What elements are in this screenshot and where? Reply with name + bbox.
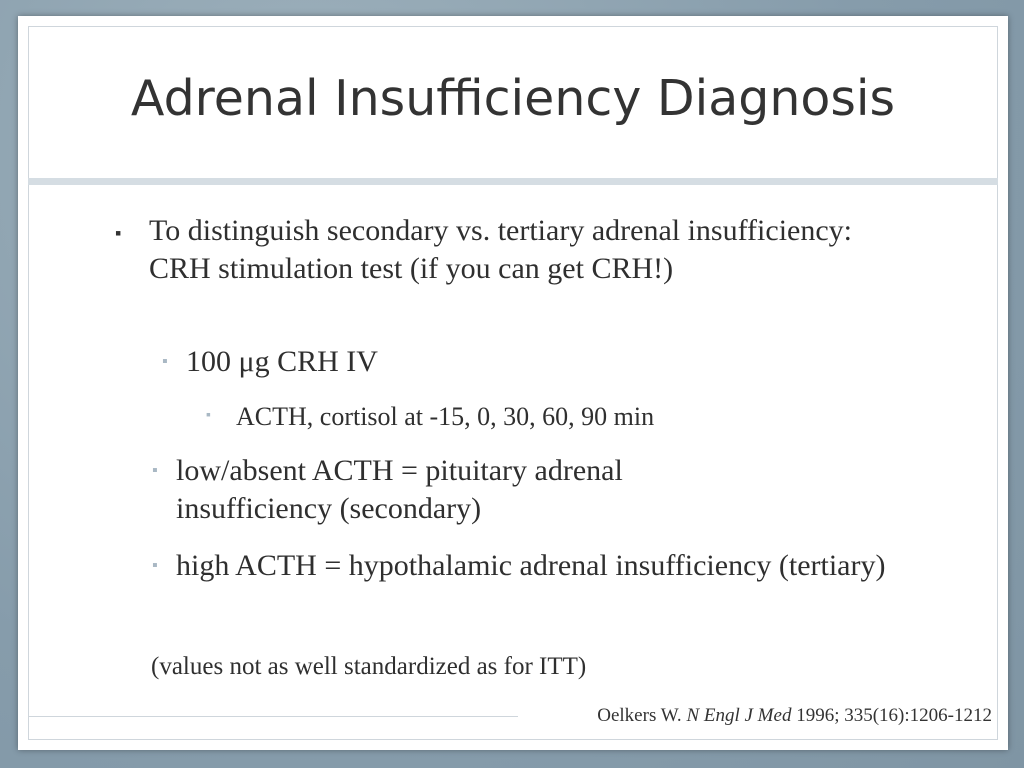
footer-divider (28, 716, 518, 717)
slide (18, 16, 1008, 750)
citation-journal: N Engl J Med (686, 705, 792, 726)
sub-sub-bullet-sampling (206, 400, 655, 434)
sub-bullet-crh-dose-text: 100 μg CRH IV (186, 345, 378, 378)
sub-sub-bullet-sampling-text: ACTH, cortisol at -15, 0, 30, 60, 90 min (236, 402, 655, 431)
note-text: (values not as well standardized as for ITT) (151, 653, 587, 680)
sub-bullet-low-acth-text: low/absent ACTH = pituitary adrenal insufficiency (secondary) (176, 454, 623, 525)
square-bullet-icon: ▪ (152, 557, 158, 574)
slide-title: Adrenal Insufficiency Diagnosis (130, 70, 896, 127)
bullet-main-text: To distinguish secondary vs. tertiary adrenal insufficiency: CRH stimulation test (if you can get CRH!) (149, 214, 852, 285)
citation-author: Oelkers W. (597, 705, 687, 726)
sub-bullet-high-acth-text: high ACTH = hypothalamic adrenal insufficiency (tertiary) (176, 549, 886, 582)
citation (597, 705, 992, 727)
sub-bullet-high-acth (152, 547, 936, 585)
square-bullet-icon: ▪ (162, 353, 168, 370)
bullet-main (115, 212, 869, 288)
sub-bullet-crh-dose (162, 343, 946, 381)
square-bullet-icon: ▪ (115, 223, 122, 243)
sub-bullet-low-acth (152, 452, 776, 528)
slide-border (28, 26, 998, 740)
square-bullet-icon: ▪ (206, 408, 211, 423)
citation-details: 1996; 335(16):1206-1212 (791, 705, 992, 726)
title-divider (28, 178, 998, 185)
square-bullet-icon: ▪ (152, 462, 158, 479)
